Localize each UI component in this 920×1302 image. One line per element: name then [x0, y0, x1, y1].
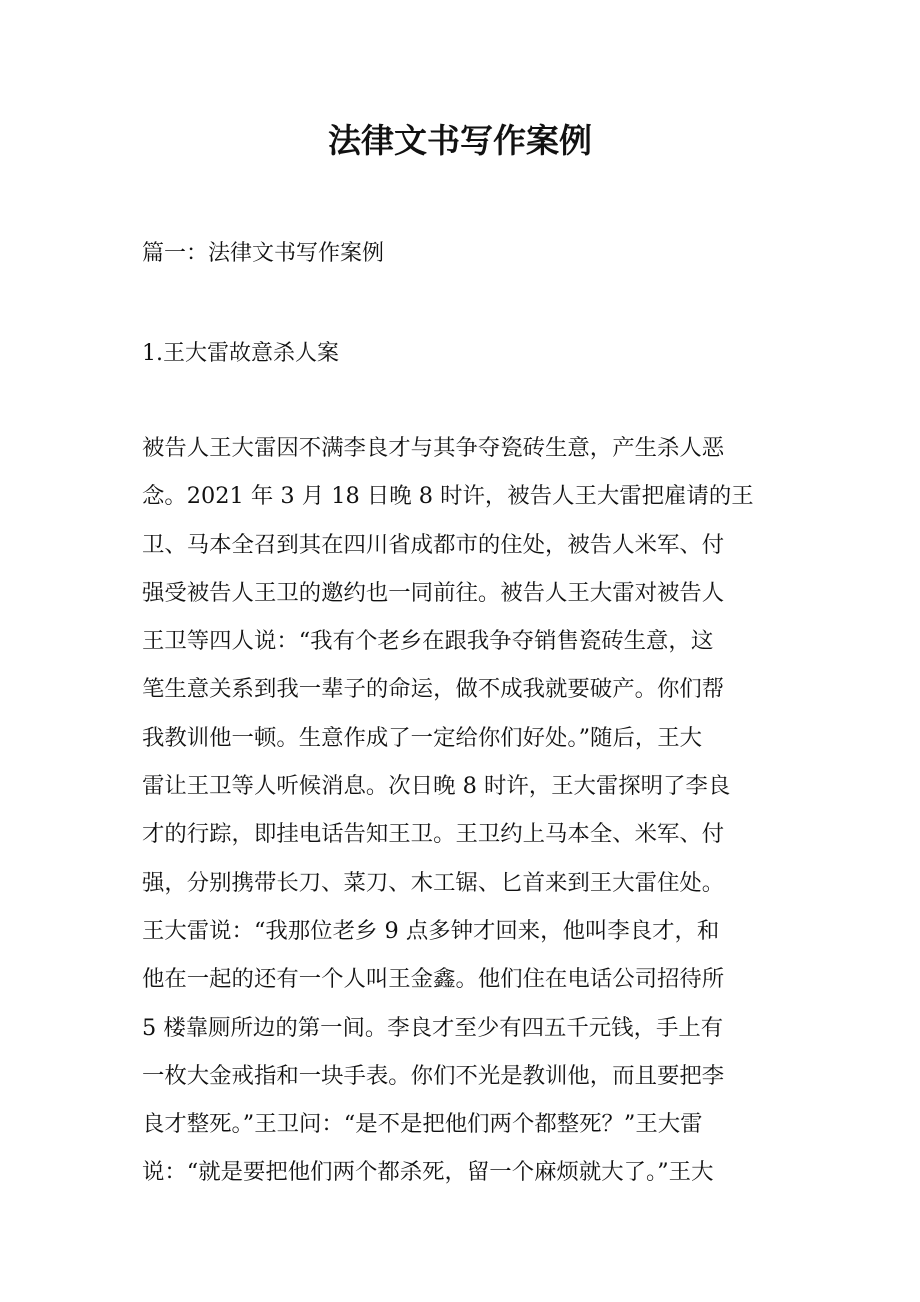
body-line: 说：“就是要把他们两个都杀死，留一个麻烦就大了。”王大: [142, 1159, 714, 1186]
body-line: 笔生意关系到我一辈子的命运，做不成我就要破产。你们帮: [142, 676, 725, 703]
body-line: 王卫等四人说：“我有个老乡在跟我争夺销售瓷砖生意，这: [142, 628, 714, 655]
body-line: 强，分别携带长刀、菜刀、木工锯、匕首来到王大雷住处。: [142, 869, 725, 896]
document-title: 法律文书写作案例: [328, 121, 592, 160]
body-line: 我教训他一顿。生意作成了一定给你们好处。”随后，王大: [142, 724, 703, 751]
case-heading: 1.王大雷故意杀人案: [142, 341, 339, 366]
body-line: 才的行踪，即挂电话告知王卫。王卫约上马本全、米军、付: [142, 821, 725, 848]
section-heading: 篇一：法律文书写作案例: [142, 241, 385, 266]
body-line: 雷让王卫等人听候消息。次日晚 8 时许，王大雷探明了李良: [142, 773, 731, 800]
body-line: 5 楼靠厕所边的第一间。李良才至少有四五千元钱，手上有: [142, 1014, 724, 1041]
body-line: 一枚大金戒指和一块手表。你们不光是教训他，而且要把李: [142, 1062, 725, 1089]
body-line: 念。2021 年 3 月 18 日晚 8 时许，被告人王大雷把雇请的王: [142, 483, 754, 510]
body-line: 王大雷说：“我那位老乡 9 点多钟才回来，他叫李良才，和: [142, 917, 720, 944]
body-line: 强受被告人王卫的邀约也一同前往。被告人王大雷对被告人: [142, 579, 725, 606]
body-line: 卫、马本全召到其在四川省成都市的住处，被告人米军、付: [142, 531, 725, 558]
case-body-paragraph: [142, 424, 802, 1197]
body-line: 良才整死。”王卫问：“是不是把他们两个都整死？”王大雷: [142, 1111, 703, 1138]
body-line: 他在一起的还有一个人叫王金鑫。他们住在电话公司招待所: [142, 966, 725, 993]
body-line: 被告人王大雷因不满李良才与其争夺瓷砖生意，产生杀人恶: [142, 435, 725, 461]
